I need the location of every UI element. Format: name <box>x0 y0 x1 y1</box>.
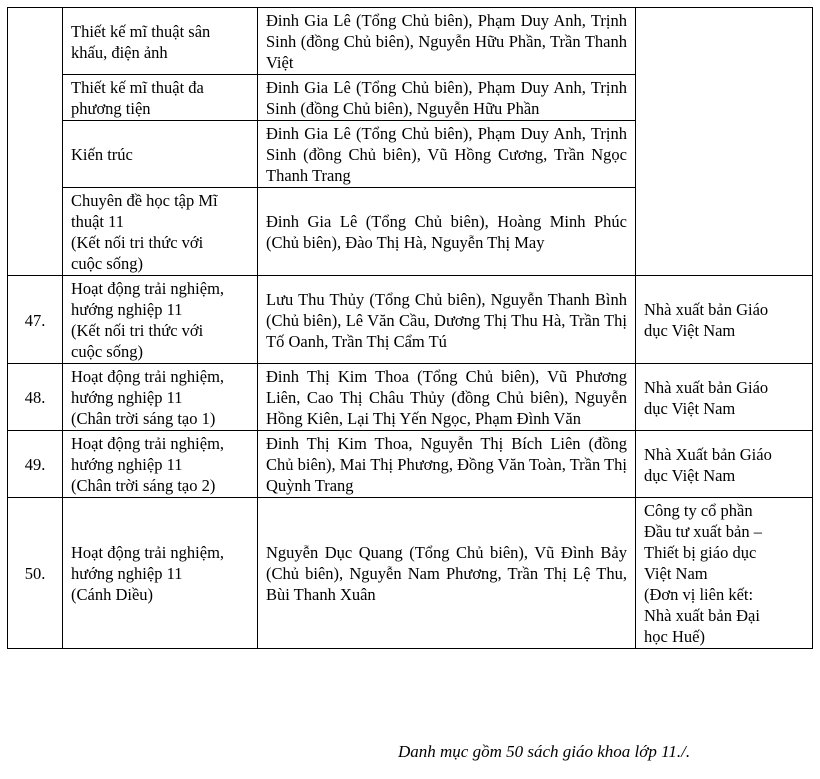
publisher-line: dục Việt Nam <box>644 398 736 418</box>
authors-cell: Đinh Gia Lê (Tổng Chủ biên), Phạm Duy Anh, Trịnh Sinh (đồng Chủ biên), Vũ Hồng Cương, Trần Ngọc Thanh Trang <box>258 121 636 188</box>
row-number-cell: 48. <box>8 364 63 431</box>
book-title-line: thuật 11 <box>71 212 125 231</box>
book-title-cell <box>63 498 258 649</box>
publisher-line: (Đơn vị liên kết: <box>644 585 754 604</box>
document-footer-note: Danh mục gồm 50 sách giáo khoa lớp 11./. <box>398 742 691 761</box>
book-title-cell <box>63 188 258 276</box>
book-title-line: Hoạt động trải nghiệm, <box>71 367 225 386</box>
publisher-line: Đầu tư xuất bản – <box>644 522 762 541</box>
book-title-line: (Chân trời sáng tạo 2) <box>71 476 216 495</box>
publisher-line: Thiết bị giáo dục <box>644 543 757 562</box>
book-title-line: cuộc sống) <box>71 254 143 273</box>
book-title-line: Hoạt động trải nghiệm, <box>71 279 225 298</box>
book-title-cell <box>63 431 258 498</box>
publisher-cell <box>636 8 813 276</box>
book-title-line: (Kết nối tri thức với <box>71 233 204 252</box>
publisher-cell <box>636 498 813 649</box>
table-row <box>8 498 813 649</box>
authors-cell: Đinh Gia Lê (Tổng Chủ biên), Hoàng Minh Phúc (Chủ biên), Đào Thị Hà, Nguyễn Thị May <box>258 188 636 276</box>
book-title-cell <box>63 364 258 431</box>
table-row <box>8 276 813 364</box>
publisher-cell <box>636 364 813 431</box>
table-row <box>8 431 813 498</box>
book-title-cell <box>63 75 258 121</box>
book-title-line: (Cánh Diều) <box>71 585 154 604</box>
book-title-line: phương tiện <box>71 99 151 118</box>
authors-cell: Đinh Thị Kim Thoa (Tổng Chủ biên), Vũ Phương Liên, Cao Thị Châu Thủy (đồng Chủ biên), Nguyễn Hồng Kiên, Lại Thị Yến Ngọc, Phạm Đình Văn <box>258 364 636 431</box>
publisher-line: Việt Nam <box>644 564 708 583</box>
authors-cell: Đinh Thị Kim Thoa, Nguyễn Thị Bích Liên (đồng Chủ biên), Mai Thị Phương, Đồng Văn Toàn, Trần Thị Quỳnh Trang <box>258 431 636 498</box>
publisher-line: dục Việt Nam <box>644 465 736 485</box>
authors-cell: Đinh Gia Lê (Tổng Chủ biên), Phạm Duy Anh, Trịnh Sinh (đồng Chủ biên), Nguyễn Hữu Phần, Trần Thanh Việt <box>258 8 636 75</box>
publisher-line: học Huế) <box>644 627 705 646</box>
book-title-cell <box>63 8 258 75</box>
row-number-cell <box>8 8 63 276</box>
book-title-line: Hoạt động trải nghiệm, <box>71 543 225 562</box>
book-title-line: Thiết kế mĩ thuật đa <box>71 78 204 97</box>
book-title-line: hướng nghiệp 11 <box>71 388 183 407</box>
authors-cell: Đinh Gia Lê (Tổng Chủ biên), Phạm Duy Anh, Trịnh Sinh (đồng Chủ biên), Nguyễn Hữu Phần <box>258 75 636 121</box>
book-title-line: (Chân trời sáng tạo 1) <box>71 409 216 428</box>
publisher-line: Nhà xuất bản Giáo <box>644 377 769 397</box>
row-number-cell: 47. <box>8 276 63 364</box>
book-title-cell <box>63 121 258 188</box>
textbook-list-table <box>7 7 813 649</box>
book-title-line: Hoạt động trải nghiệm, <box>71 434 225 453</box>
authors-cell: Lưu Thu Thủy (Tổng Chủ biên), Nguyễn Thanh Bình (Chủ biên), Lê Văn Cầu, Dương Thị Thu Hà, Trần Thị Tố Oanh, Trần Thị Cẩm Tú <box>258 276 636 364</box>
book-title-line: khấu, điện ảnh <box>71 42 168 62</box>
book-title-line: Thiết kế mĩ thuật sân <box>71 21 211 41</box>
publisher-cell <box>636 431 813 498</box>
publisher-line: Công ty cổ phần <box>644 501 753 520</box>
publisher-line: Nhà Xuất bản Giáo <box>644 444 772 464</box>
publisher-line: Nhà xuất bản Giáo <box>644 300 769 319</box>
book-title-line: (Kết nối tri thức với <box>71 321 204 340</box>
book-title-line: cuộc sống) <box>71 342 143 361</box>
book-title-line: hướng nghiệp 11 <box>71 564 183 583</box>
authors-cell: Nguyễn Dục Quang (Tổng Chủ biên), Vũ Đình Bảy (Chủ biên), Nguyễn Nam Phương, Trần Thị Lệ Thu, Bùi Thanh Xuân <box>258 498 636 649</box>
table-row <box>8 8 813 75</box>
publisher-line: dục Việt Nam <box>644 321 736 340</box>
book-title-line: hướng nghiệp 11 <box>71 455 183 474</box>
book-title-line: Kiến trúc <box>71 145 133 164</box>
book-title-line: hướng nghiệp 11 <box>71 300 183 319</box>
book-title-cell <box>63 276 258 364</box>
table-row <box>8 364 813 431</box>
book-title-line: Chuyên đề học tập Mĩ <box>71 191 218 210</box>
row-number-cell: 50. <box>8 498 63 649</box>
publisher-line: Nhà xuất bản Đại <box>644 606 760 625</box>
publisher-cell <box>636 276 813 364</box>
row-number-cell: 49. <box>8 431 63 498</box>
